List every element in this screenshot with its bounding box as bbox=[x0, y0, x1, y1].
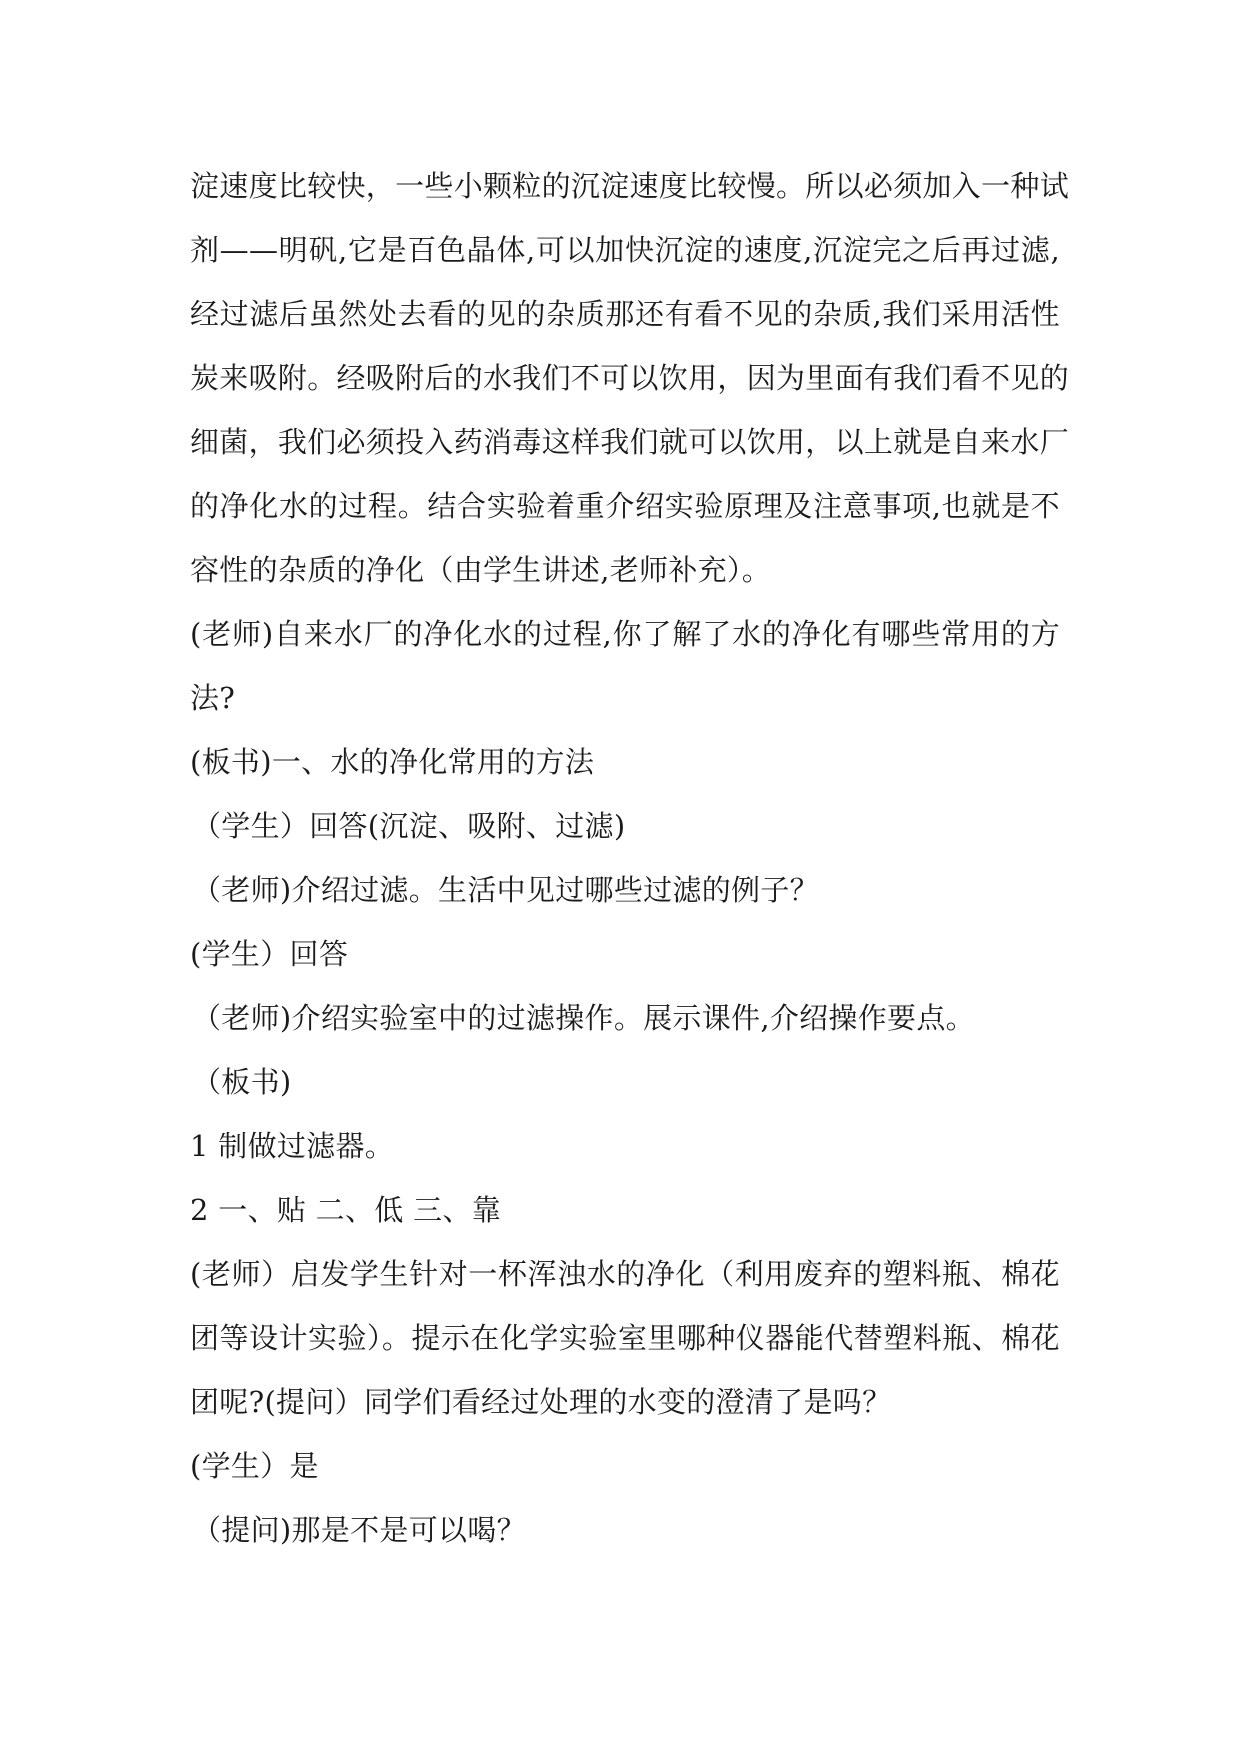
paragraph-line: （老师)介绍过滤。生活中见过哪些过滤的例子？ bbox=[192, 873, 819, 907]
paragraph-line: 剂——明矾,它是百色晶体,可以加快沉淀的速度,沉淀完之后再过滤, bbox=[190, 233, 1060, 267]
paragraph-line: 团呢?(提问）同学们看经过处理的水变的澄清了是吗？ bbox=[190, 1385, 892, 1419]
paragraph-line: 炭来吸附。经吸附后的水我们不可以饮用，因为里面有我们看不见的 bbox=[190, 361, 1070, 395]
paragraph-line: (学生）回答 bbox=[190, 937, 349, 971]
paragraph-line: （老师)介绍实验室中的过滤操作。展示课件,介绍操作要点。 bbox=[192, 1001, 975, 1035]
paragraph-line: 容性的杂质的净化（由学生讲述,老师补充）。 bbox=[190, 553, 772, 587]
document-body bbox=[190, 154, 1070, 1562]
paragraph-line: 2 一、贴 二、低 三、靠 bbox=[190, 1193, 502, 1227]
paragraph-line: 1 制做过滤器。 bbox=[190, 1129, 395, 1163]
paragraph-line: (板书)一、水的净化常用的方法 bbox=[190, 745, 595, 779]
paragraph-line: （板书) bbox=[192, 1065, 292, 1099]
paragraph-line: 团等设计实验）。提示在化学实验室里哪种仪器能代替塑料瓶、棉花 bbox=[190, 1321, 1060, 1355]
paragraph-line: 经过滤后虽然处去看的见的杂质那还有看不见的杂质,我们采用活性 bbox=[190, 297, 1060, 331]
paragraph-line: (学生）是 bbox=[190, 1449, 319, 1483]
paragraph-line: 法? bbox=[190, 681, 236, 715]
paragraph-line: 细菌，我们必须投入药消毒这样我们就可以饮用，以上就是自来水厂 bbox=[190, 425, 1070, 459]
paragraph-line: 的净化水的过程。结合实验着重介绍实验原理及注意事项,也就是不 bbox=[190, 489, 1060, 523]
paragraph-line: 淀速度比较快，一些小颗粒的沉淀速度比较慢。所以必须加入一种试 bbox=[190, 169, 1070, 203]
paragraph-line: (老师）启发学生针对一杯浑浊水的净化（利用废弃的塑料瓶、棉花 bbox=[190, 1257, 1060, 1291]
paragraph-line: (老师)自来水厂的净化水的过程,你了解了水的净化有哪些常用的方 bbox=[190, 617, 1060, 651]
paragraph-line: （提问)那是不是可以喝？ bbox=[192, 1513, 526, 1547]
paragraph-line: （学生）回答(沉淀、吸附、过滤) bbox=[192, 809, 626, 843]
